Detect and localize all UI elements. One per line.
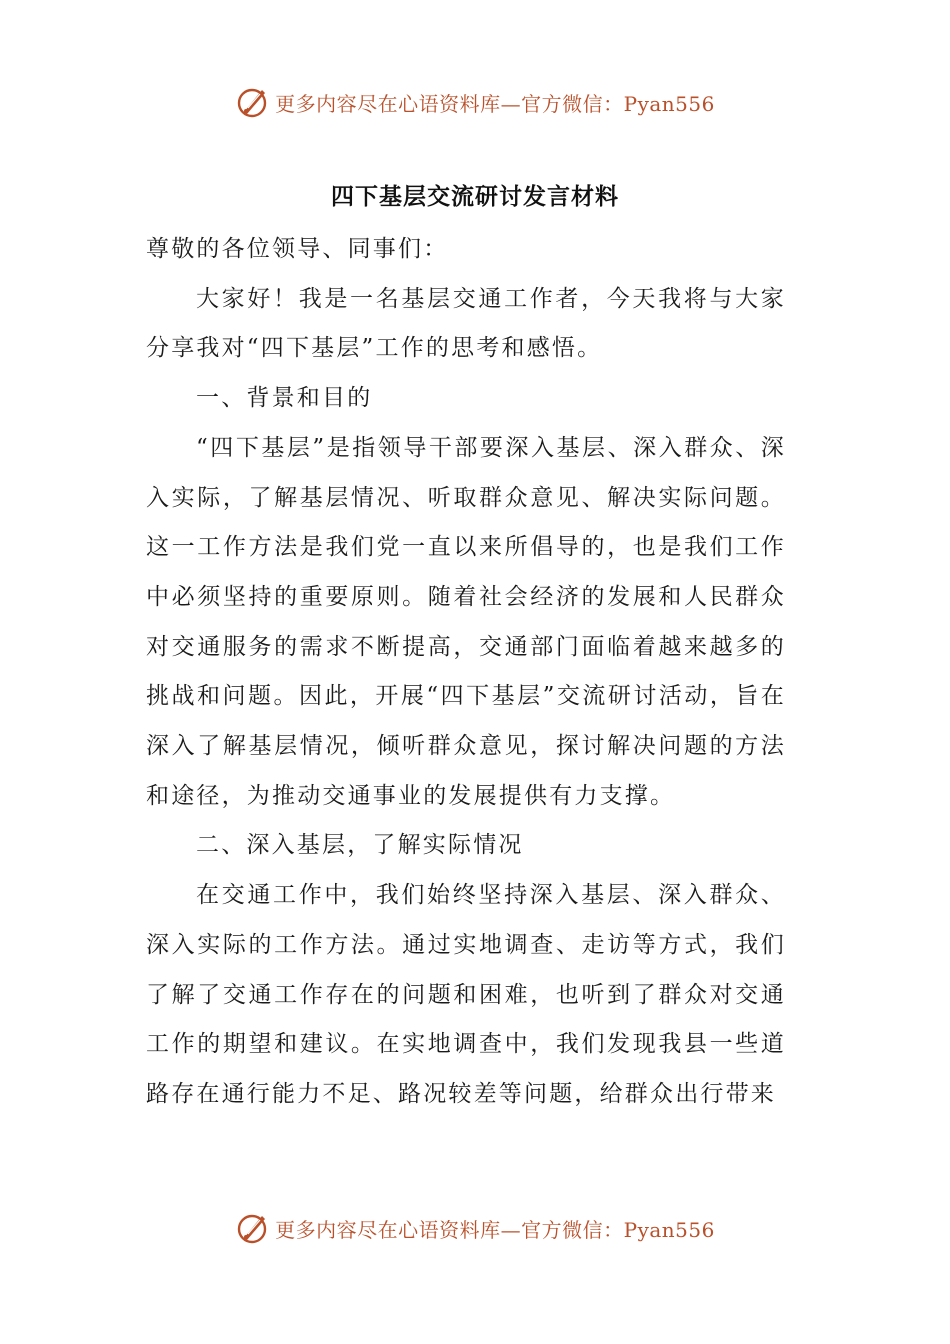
paragraph-greeting: 大家好！我是一名基层交通工作者，今天我将与大家分享我对“四下基层”工作的思考和感悟。	[146, 285, 786, 362]
paragraph-grassroots: 在交通工作中，我们始终坚持深入基层、深入群众、深入实际的工作方法。通过实地调查、走访等方式，我们了解了交通工作存在的问题和困难，也听到了群众对交通工作的期望和建议。在实地调查中，我们发现我县一些道路存在通行能力不足、路况较差等问题，给群众出行带来	[146, 882, 786, 1107]
document-title: 四下基层交流研讨发言材料	[331, 184, 619, 210]
section-heading-grassroots: 二、深入基层，了解实际情况	[196, 832, 524, 859]
salutation: 尊敬的各位领导、同事们：	[146, 236, 449, 262]
section-heading-background: 一、背景和目的	[196, 385, 373, 412]
document-body	[146, 225, 786, 1120]
quill-pen-circle-icon	[235, 1210, 271, 1246]
quill-pen-circle-icon	[235, 84, 271, 120]
watermark-banner-bottom	[0, 1208, 950, 1248]
watermark-text: 更多内容尽在心语资料库—官方微信：Pyan556	[275, 1217, 715, 1242]
watermark-text: 更多内容尽在心语资料库—官方微信：Pyan556	[275, 91, 715, 116]
paragraph-background: “四下基层”是指领导干部要深入基层、深入群众、深入实际，了解基层情况、听取群众意见、解决实际问题。这一工作方法是我们党一直以来所倡导的，也是我们工作中必须坚持的重要原则。随着社会经济的发展和人民群众对交通服务的需求不断提高，交通部门面临着越来越多的挑战和问题。因此，开展“四下基层”交流研讨活动，旨在深入了解基层情况，倾听群众意见，探讨解决问题的方法和途径，为推动交通事业的发展提供有力支撑。	[146, 434, 786, 809]
watermark-banner-top	[0, 82, 950, 122]
